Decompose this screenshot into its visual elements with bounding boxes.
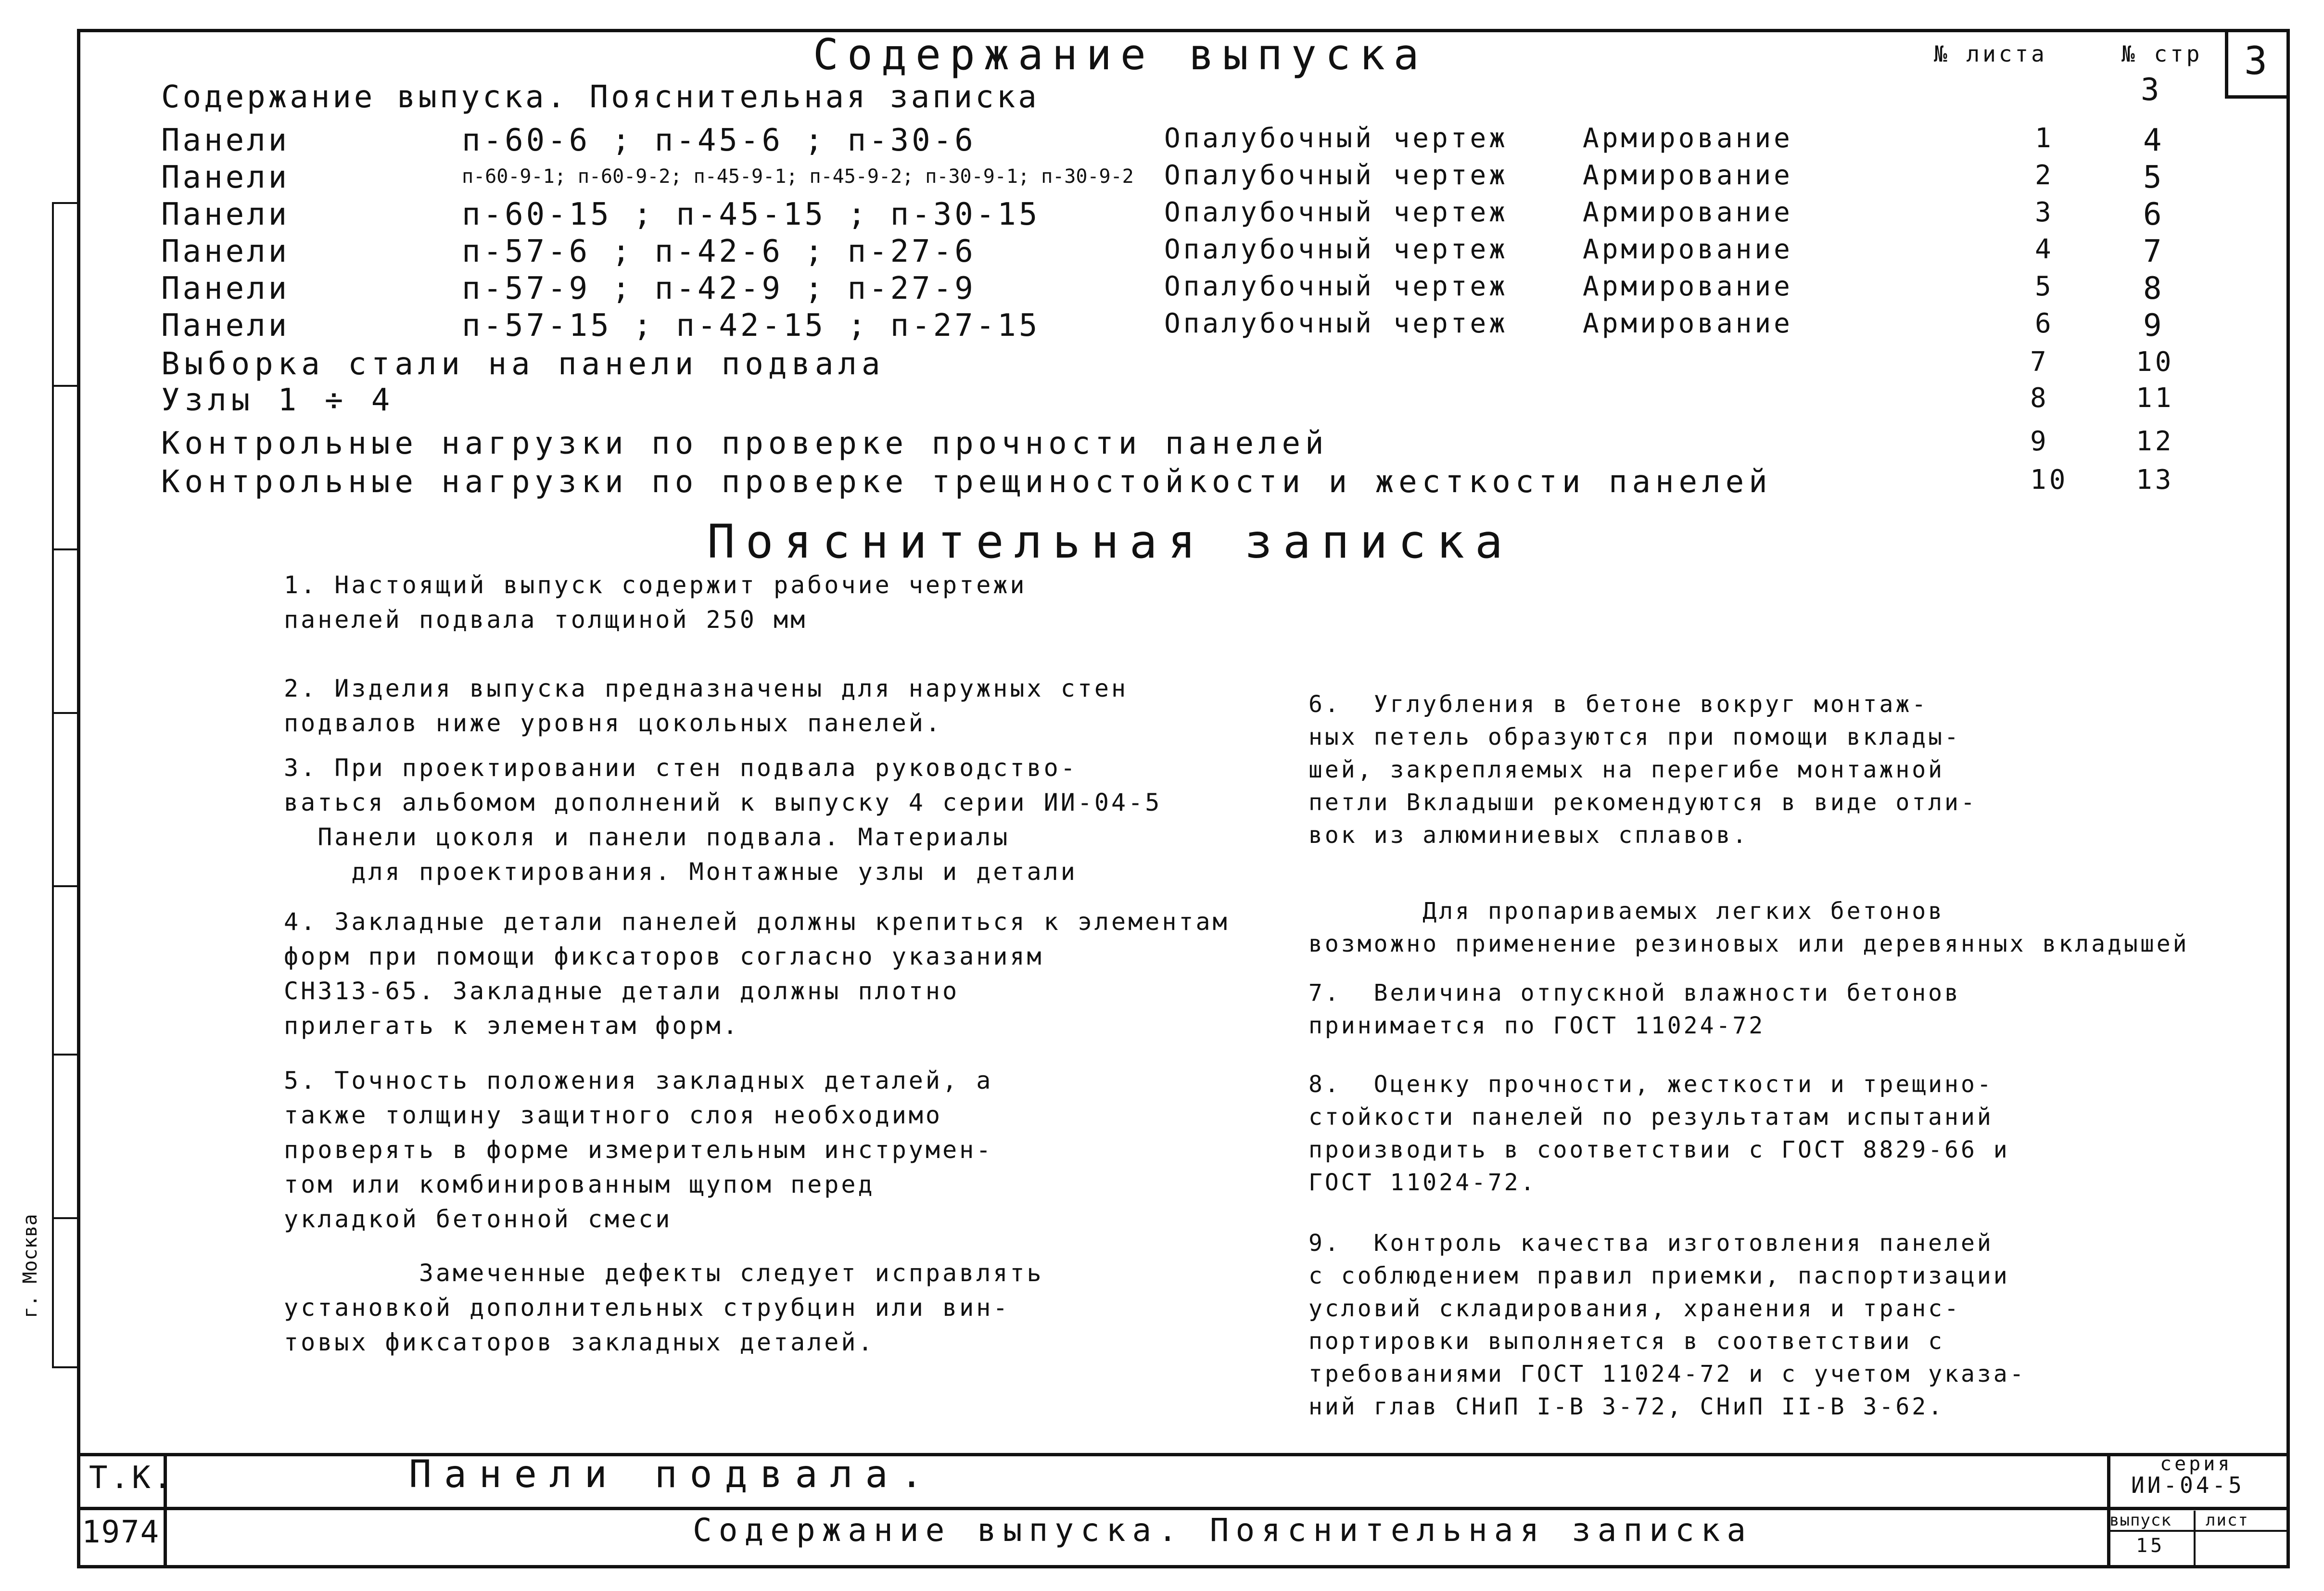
row-sheet: 2 xyxy=(2035,160,2054,191)
extra-row-label: Узлы 1 ÷ 4 xyxy=(161,382,395,418)
row-codes: п-57-15 ; п-42-15 ; п-27-15 xyxy=(462,308,1041,344)
stamp-title-1: Панели подвала. xyxy=(409,1453,936,1496)
row-name: Панели xyxy=(161,197,290,232)
row-name: Панели xyxy=(161,160,290,195)
row-drawing: Опалубочный чертеж xyxy=(1164,234,1508,265)
stamp-issue-value: 15 xyxy=(2136,1535,2165,1557)
page-number: 3 xyxy=(2244,38,2268,83)
row-drawing: Опалубочный чертеж xyxy=(1164,271,1508,302)
binding-tick xyxy=(52,202,78,204)
binding-tick xyxy=(52,885,78,887)
extra-row-page: 13 xyxy=(2136,464,2174,496)
note-paragraph: 7. Величина отпускной влажности бетонов принимается по ГОСТ 11024-72 xyxy=(1308,980,1961,1039)
binding-tick xyxy=(52,548,78,550)
stamp-sheet-divider xyxy=(2194,1511,2196,1568)
row-page: 7 xyxy=(2143,234,2165,269)
binding-strip-line xyxy=(52,202,54,1366)
row-sheet: 3 xyxy=(2035,197,2054,228)
row-sheet: 5 xyxy=(2035,271,2054,302)
row-name: Панели xyxy=(161,234,290,269)
note-paragraph: 2. Изделия выпуска предназначены для наружных стен подвалов ниже уровня цокольных панелей. xyxy=(284,675,1129,737)
row-codes: п-60-9-1; п-60-9-2; п-45-9-1; п-45-9-2; п-30-9-1; п-30-9-2 xyxy=(462,165,1134,188)
row-page: 8 xyxy=(2143,271,2165,306)
row-reinforcement: Армирование xyxy=(1583,234,1793,265)
row-name: Панели xyxy=(161,308,290,344)
extra-row-label: Контрольные нагрузки по проверке трещиностойкости и жесткости панелей xyxy=(161,464,1772,500)
note-paragraph: 5. Точность положения закладных деталей, а также толщину защитного слоя необходимо проверять в форме измерительным инструмен- том или комбинированным щупом перед укладкой бетонной смеси xyxy=(284,1067,993,1233)
frame-right-line xyxy=(2286,29,2290,1568)
row-codes: п-57-9 ; п-42-9 ; п-27-9 xyxy=(462,271,976,306)
contents-first-row: Содержание выпуска. Пояснительная записка xyxy=(161,79,1040,115)
note-paragraph: 3. При проектировании стен подвала руководство- ваться альбомом дополнений к выпуску 4 серии ИИ-04-5 Панели цоколя и панели подвала. Материалы для проектирования. Монтажные узлы и детали xyxy=(284,754,1162,886)
contents-first-row-page: 3 xyxy=(2141,72,2162,108)
stamp-title-2: Содержание выпуска. Пояснительная записка xyxy=(693,1512,1753,1549)
extra-row-label: Контрольные нагрузки по проверке прочности панелей xyxy=(161,426,1329,461)
row-reinforcement: Армирование xyxy=(1583,308,1793,339)
note-paragraph: 9. Контроль качества изготовления панелей с соблюдением правил приемки, паспортизации условий складирования, хранения и транс- портировки выполняется в соответствии с требованиями ГОСТ 11024-72 и с учетом указа- ний глав СНиП I-В 3-72, СНиП II-В 3-62. xyxy=(1308,1230,2026,1420)
extra-row-sheet: 9 xyxy=(2030,426,2049,457)
side-stamp-text: г. Москва xyxy=(19,1214,41,1318)
contents-title: Содержание выпуска xyxy=(813,30,1428,79)
extra-row-label: Выборка стали на панели подвала xyxy=(161,346,885,382)
extra-row-page: 12 xyxy=(2136,426,2174,457)
row-page: 9 xyxy=(2143,308,2165,344)
extra-row-sheet: 7 xyxy=(2030,346,2049,378)
binding-tick xyxy=(52,385,78,387)
row-drawing: Опалубочный чертеж xyxy=(1164,308,1508,339)
binding-tick xyxy=(52,1054,78,1056)
note-paragraph: 6. Углубления в бетоне вокруг монтаж- ных петель образуются при помощи вклады- шей, закрепляемых на перегибе монтажной петли Вкладыши рекомендуются в виде отли- вок из алюминиевых сплавов. xyxy=(1308,691,1977,849)
row-reinforcement: Армирование xyxy=(1583,160,1793,191)
stamp-issue-label: выпуск xyxy=(2109,1511,2172,1530)
stamp-year: 1974 xyxy=(82,1515,160,1550)
row-sheet: 4 xyxy=(2035,234,2054,265)
stamp-middle-line xyxy=(77,1507,2290,1510)
row-codes: п-60-6 ; п-45-6 ; п-30-6 xyxy=(462,123,976,158)
row-reinforcement: Армирование xyxy=(1583,123,1793,154)
row-page: 5 xyxy=(2143,160,2165,195)
row-reinforcement: Армирование xyxy=(1583,197,1793,228)
row-name: Панели xyxy=(161,271,290,306)
binding-tick xyxy=(52,1366,78,1368)
note-title: Пояснительная записка xyxy=(707,515,1513,569)
note-paragraph: 4. Закладные детали панелей должны крепиться к элементам форм при помощи фиксаторов согласно указаниям СН313-65. Закладные детали должны плотно прилегать к элементам форм. xyxy=(284,908,1230,1040)
stamp-sheet-sep xyxy=(2107,1530,2290,1532)
row-name: Панели xyxy=(161,123,290,158)
note-paragraph: Замеченные дефекты следует исправлять установкой дополнительных струбцин или вин- товых фиксаторов закладных деталей. xyxy=(284,1259,1044,1356)
frame-bottom-line xyxy=(77,1565,2290,1568)
extra-row-sheet: 10 xyxy=(2030,464,2069,496)
extra-row-page: 10 xyxy=(2136,346,2174,378)
note-paragraph: 8. Оценку прочности, жесткости и трещино- стойкости панелей по результатам испытаний производить в соответствии с ГОСТ 8829-66 и ГОСТ 11024-72. xyxy=(1308,1071,2010,1196)
note-paragraph: 1. Настоящий выпуск содержит рабочие чертежи панелей подвала толщиной 250 мм xyxy=(284,571,1027,634)
binding-tick xyxy=(52,712,78,714)
stamp-sheet-label: лист xyxy=(2206,1511,2249,1530)
frame-left-line xyxy=(77,29,80,1568)
row-page: 4 xyxy=(2143,123,2165,158)
row-drawing: Опалубочный чертеж xyxy=(1164,160,1508,191)
row-page: 6 xyxy=(2143,197,2165,232)
extra-row-page: 11 xyxy=(2136,382,2174,414)
row-codes: п-60-15 ; п-45-15 ; п-30-15 xyxy=(462,197,1041,232)
col-page-header: № стр xyxy=(2121,41,2203,67)
col-sheet-header: № листа xyxy=(1934,41,2047,67)
row-drawing: Опалубочный чертеж xyxy=(1164,197,1508,228)
stamp-org: Т.К. xyxy=(89,1460,175,1496)
stamp-series-value: ИИ-04-5 xyxy=(2131,1472,2245,1498)
row-codes: п-57-6 ; п-42-6 ; п-27-6 xyxy=(462,234,976,269)
row-drawing: Опалубочный чертеж xyxy=(1164,123,1508,154)
note-paragraph: Для пропариваемых легких бетонов возможно применение резиновых или деревянных вкладышей xyxy=(1308,898,2189,957)
row-reinforcement: Армирование xyxy=(1583,271,1793,302)
stamp-series-label: серия xyxy=(2160,1453,2233,1475)
row-sheet: 1 xyxy=(2035,123,2054,154)
extra-row-sheet: 8 xyxy=(2030,382,2049,414)
binding-tick xyxy=(52,1217,78,1219)
row-sheet: 6 xyxy=(2035,308,2054,339)
